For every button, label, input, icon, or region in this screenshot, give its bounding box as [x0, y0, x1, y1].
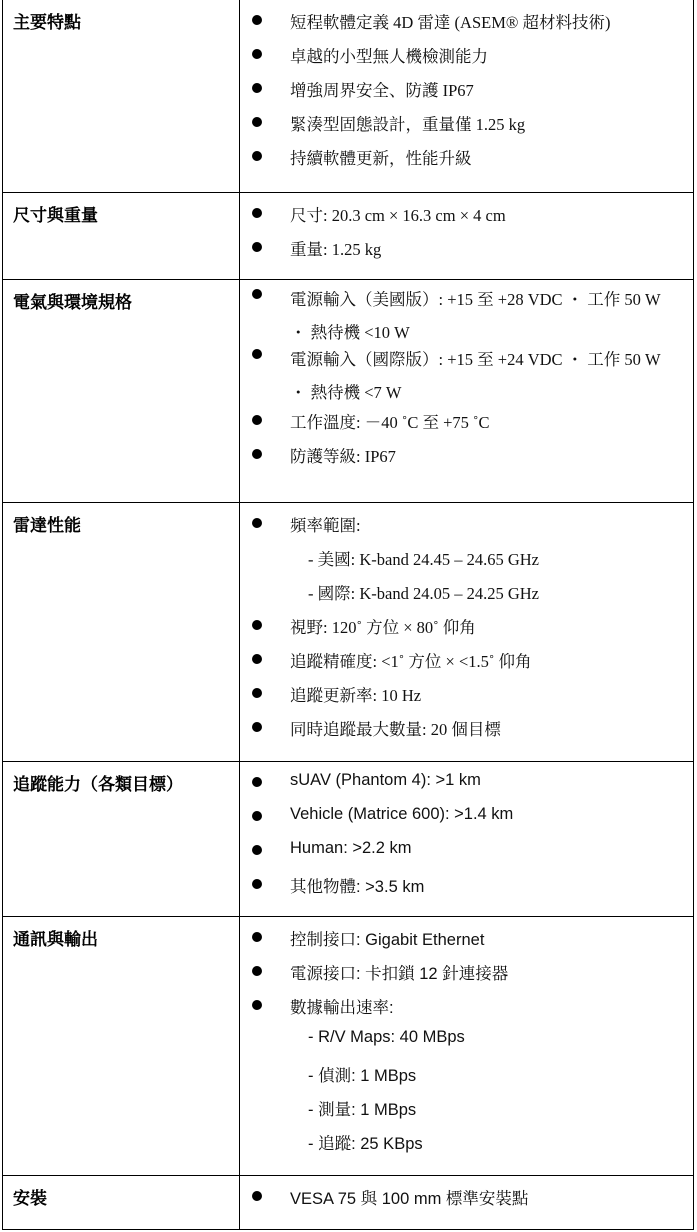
list-item: sUAV (Phantom 4): >1 km	[240, 771, 693, 805]
bullet-icon	[252, 151, 262, 161]
row-label: 電氣與環境規格	[13, 293, 132, 313]
list-item: 頻率範圍:	[240, 512, 693, 546]
list-item: Vehicle (Matrice 600): >1.4 km	[240, 805, 693, 839]
bullet-icon	[252, 879, 262, 889]
bullet-icon	[252, 777, 262, 787]
list-item: 同時追蹤最大數量: 20 個目標	[240, 716, 693, 750]
list-subitem: - R/V Maps: 40 MBps	[308, 1028, 465, 1046]
list-item: 卓越的小型無人機檢測能力	[240, 43, 693, 77]
list-item: 追蹤精確度: <1˚ 方位 × <1.5˚ 仰角	[240, 648, 693, 682]
content-cell	[240, 193, 694, 280]
list-item: 其他物體: >3.5 km	[240, 873, 693, 907]
bullet-icon	[252, 845, 262, 855]
list-item: 工作溫度: －40 ˚C 至 +75 ˚C	[240, 409, 693, 443]
bullet-icon	[252, 208, 262, 218]
label-cell	[3, 193, 240, 280]
bullet-icon	[252, 117, 262, 127]
list-item: 電源接口: 卡扣鎖 12 針連接器	[240, 960, 693, 994]
list-item: 電源輸入（國際版）: +15 至 +24 VDC ・ 工作 50 W ・ 熱待機 <7 W	[240, 343, 693, 409]
row-label: 主要特點	[13, 13, 81, 33]
row-label: 雷達性能	[13, 516, 81, 536]
list-item: Human: >2.2 km	[240, 839, 693, 873]
content-cell	[240, 0, 694, 193]
bullet-icon	[252, 620, 262, 630]
spec-row-radar-performance	[3, 503, 694, 762]
content-cell	[240, 503, 694, 762]
spec-row-communication	[3, 917, 694, 1176]
spec-row-dimensions	[3, 193, 694, 280]
list-item: 增強周界安全、防護 IP67	[240, 77, 693, 111]
row-label: 追蹤能力（各類目標）	[13, 775, 183, 795]
list-item: 電源輸入（美國版）: +15 至 +28 VDC ・ 工作 50 W ・ 熱待機 <10 W	[240, 283, 693, 349]
bullet-icon	[252, 242, 262, 252]
bullet-icon	[252, 15, 262, 25]
bullet-icon	[252, 518, 262, 528]
row-label: 通訊與輸出	[13, 930, 98, 950]
bullet-icon	[252, 415, 262, 425]
list-item: VESA 75 與 100 mm 標準安裝點	[240, 1185, 693, 1219]
list-item: 緊湊型固態設計，重量僅 1.25 kg	[240, 111, 693, 145]
spec-row-tracking-range	[3, 762, 694, 917]
row-label: 安裝	[13, 1189, 47, 1209]
spec-row-key-features	[3, 0, 694, 193]
bullet-icon	[252, 811, 262, 821]
label-cell	[3, 503, 240, 762]
label-cell	[3, 0, 240, 193]
label-cell	[3, 917, 240, 1176]
content-cell	[240, 917, 694, 1176]
list-subitem: - 追蹤: 25 KBps	[308, 1135, 423, 1153]
bullet-icon	[252, 966, 262, 976]
bullet-icon	[252, 49, 262, 59]
label-cell	[3, 280, 240, 503]
list-item: 追蹤更新率: 10 Hz	[240, 682, 693, 716]
content-cell	[240, 762, 694, 917]
spec-row-electrical	[3, 280, 694, 503]
list-subitem: - 國際: K-band 24.05 – 24.25 GHz	[308, 584, 539, 603]
list-item: 控制接口: Gigabit Ethernet	[240, 926, 693, 960]
list-item: 尺寸: 20.3 cm × 16.3 cm × 4 cm	[240, 202, 693, 236]
list-subitem: - 偵測: 1 MBps	[308, 1067, 417, 1085]
list-item: 持續軟體更新，性能升級	[240, 145, 693, 179]
bullet-icon	[252, 688, 262, 698]
list-item: 短程軟體定義 4D 雷達 (ASEM® 超材料技術)	[240, 9, 693, 43]
bullet-icon	[252, 449, 262, 459]
list-subitem: - 美國: K-band 24.45 – 24.65 GHz	[308, 550, 539, 569]
bullet-icon	[252, 932, 262, 942]
list-subitem: - 測量: 1 MBps	[308, 1101, 417, 1119]
label-cell	[3, 1176, 240, 1230]
list-item: 防護等級: IP67	[240, 443, 693, 477]
list-item: 數據輸出速率:	[240, 994, 693, 1028]
content-cell	[240, 280, 694, 503]
list-item: 重量: 1.25 kg	[240, 236, 693, 270]
content-cell	[240, 1176, 694, 1230]
bullet-icon	[252, 349, 262, 359]
label-cell	[3, 762, 240, 917]
bullet-icon	[252, 289, 262, 299]
bullet-icon	[252, 1000, 262, 1010]
list-item: 視野: 120˚ 方位 × 80˚ 仰角	[240, 614, 693, 648]
bullet-icon	[252, 722, 262, 732]
spec-row-mounting	[3, 1176, 694, 1230]
bullet-icon	[252, 654, 262, 664]
spec-table	[2, 0, 694, 1230]
row-label: 尺寸與重量	[13, 206, 98, 226]
bullet-icon	[252, 83, 262, 93]
bullet-icon	[252, 1191, 262, 1201]
